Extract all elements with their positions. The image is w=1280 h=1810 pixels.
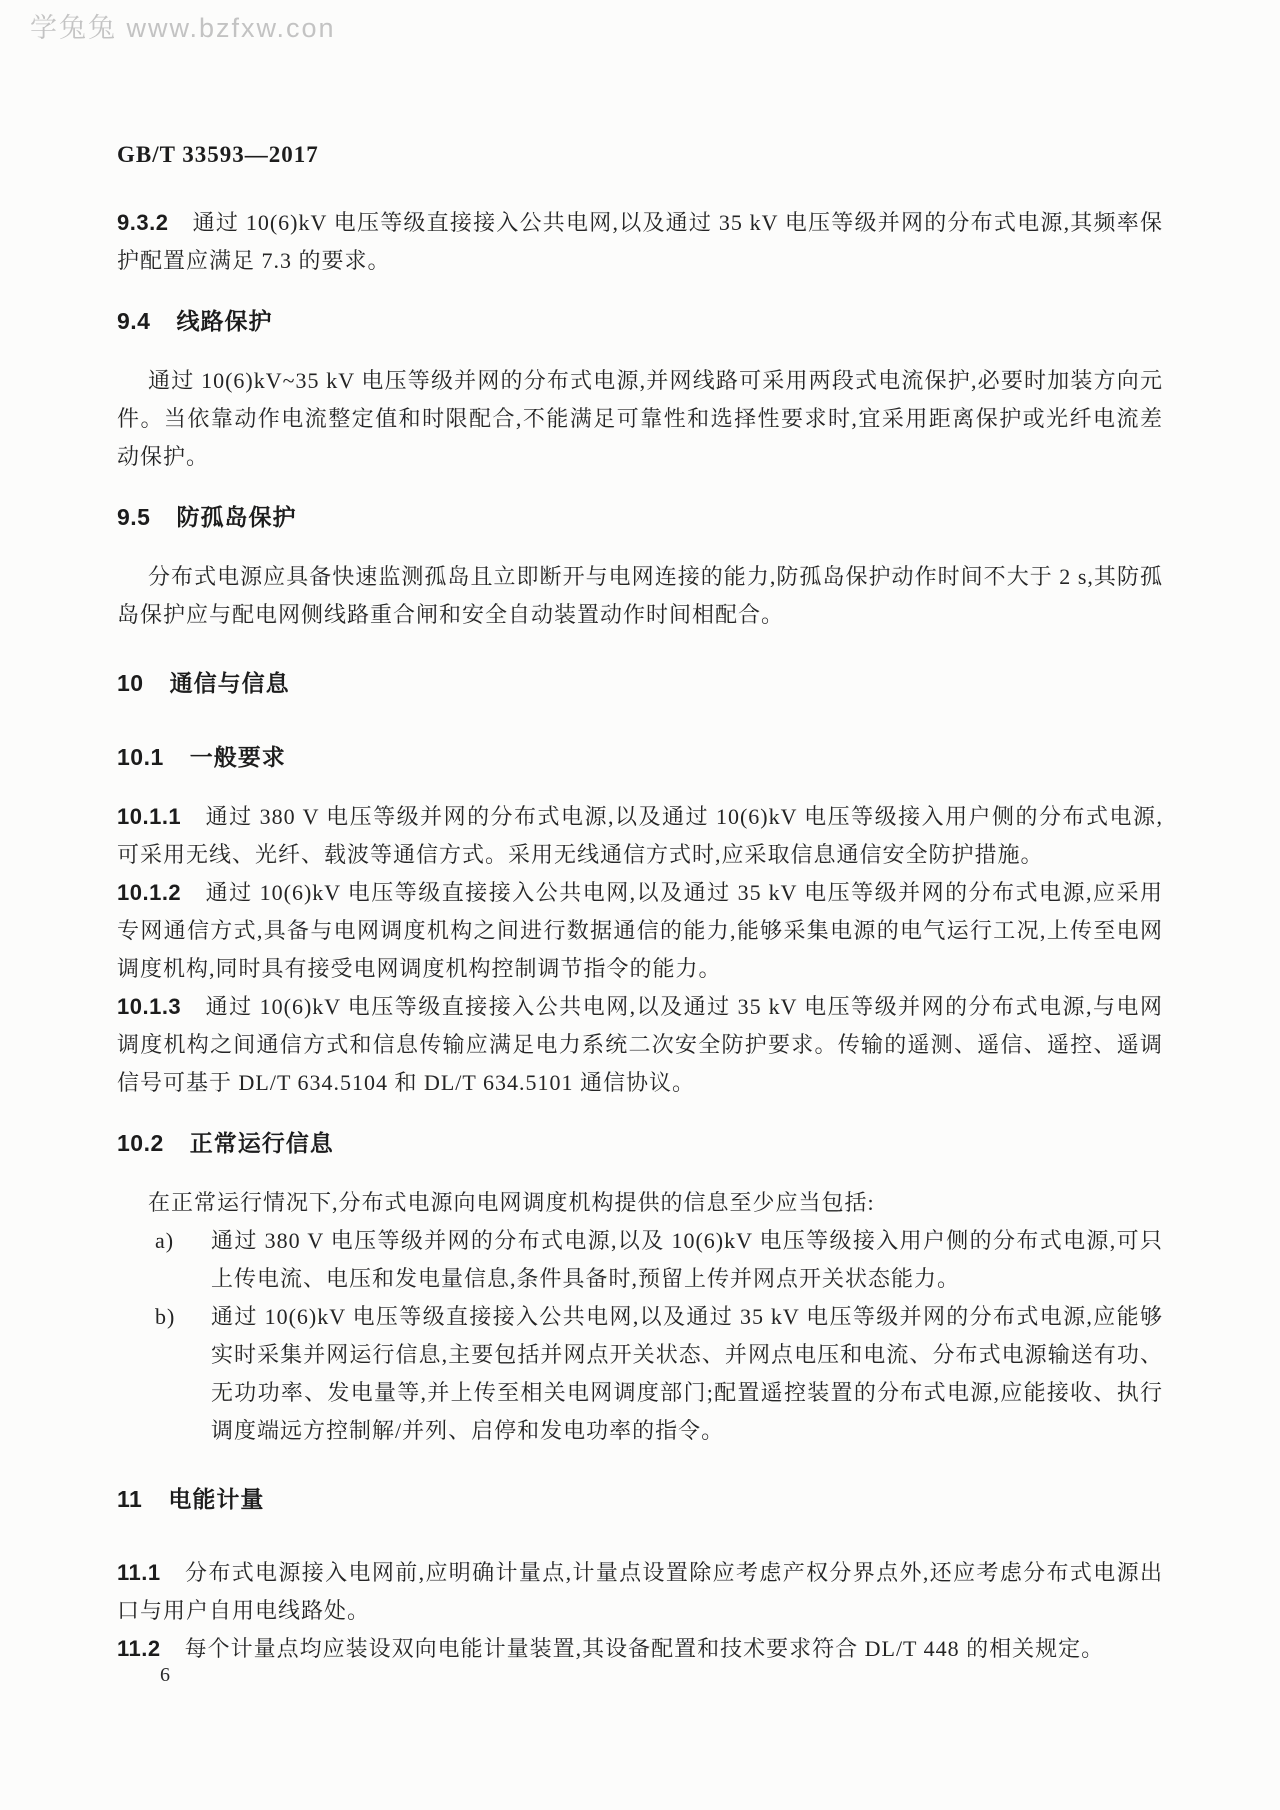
body-paragraph: 在正常运行情况下,分布式电源向电网调度机构提供的信息至少应当包括:: [148, 1190, 875, 1215]
list-item-text: 通过 380 V 电压等级并网的分布式电源,以及 10(6)kV 电压等级接入用户侧的分布式电源,可只上传电流、电压和发电量信息,条件具备时,预留上传并网点开关状态能力。: [211, 1228, 1163, 1291]
clause-paragraph: [117, 1630, 1163, 1668]
clause-text: 通过 10(6)kV 电压等级直接接入公共电网,以及通过 35 kV 电压等级并网的分布式电源,其频率保护配置应满足 7.3 的要求。: [117, 210, 1163, 273]
clause-number: 11.1: [117, 1560, 161, 1585]
section-title: 正常运行信息: [189, 1130, 334, 1156]
chapter-heading: [117, 1480, 1163, 1518]
section-heading: [117, 738, 1163, 776]
chapter-heading: [117, 664, 1163, 702]
watermark-text: 学兔兔 www.bzfxw.con: [30, 13, 336, 43]
chapter-number: 11: [117, 1486, 143, 1512]
section-heading: [117, 1124, 1163, 1162]
clause-number: 11.2: [117, 1636, 161, 1661]
clause-paragraph: [117, 204, 1163, 280]
section-number: 9.4: [117, 308, 151, 334]
clause-number: 9.3.2: [117, 210, 169, 235]
section-title: 一般要求: [189, 744, 286, 770]
section-heading: [117, 302, 1163, 340]
clause-number: 10.1.2: [117, 880, 182, 905]
clause-number: 10.1.1: [117, 804, 182, 829]
clause-text: 通过 380 V 电压等级并网的分布式电源,以及通过 10(6)kV 电压等级接入用户侧的分布式电源,可采用无线、光纤、载波等通信方式。采用无线通信方式时,应采取信息通信安全防护措施。: [117, 804, 1163, 867]
clause-paragraph: [117, 1554, 1163, 1630]
list-marker: b): [155, 1304, 176, 1329]
chapter-number: 10: [117, 670, 144, 696]
body-paragraph: 分布式电源应具备快速监测孤岛且立即断开与电网连接的能力,防孤岛保护动作时间不大于 2 s,其防孤岛保护应与配电网侧线路重合闸和安全自动装置动作时间相配合。: [117, 564, 1163, 627]
section-number: 9.5: [117, 504, 151, 530]
list-item: [117, 1222, 1163, 1298]
page-number: 6: [160, 1664, 170, 1686]
section-title: 防孤岛保护: [176, 504, 297, 530]
clause-number: 10.1.3: [117, 994, 182, 1019]
chapter-title: 通信与信息: [169, 670, 290, 696]
list-marker: a): [155, 1228, 175, 1253]
clause-text: 分布式电源接入电网前,应明确计量点,计量点设置除应考虑产权分界点外,还应考虑分布式电源出口与用户自用电线路处。: [117, 1560, 1163, 1623]
section-number: 10.1: [117, 744, 164, 770]
clause-paragraph: [117, 874, 1163, 988]
section-heading: [117, 498, 1163, 536]
section-number: 10.2: [117, 1130, 164, 1156]
clause-text: 通过 10(6)kV 电压等级直接接入公共电网,以及通过 35 kV 电压等级并网的分布式电源,与电网调度机构之间通信方式和信息传输应满足电力系统二次安全防护要求。传输的遥测、遥信、遥控、遥调信号可基于 DL/T 634.5104 和 DL/T 634.5101 通信协议。: [117, 994, 1163, 1095]
standard-number: GB/T 33593—2017: [117, 142, 319, 167]
chapter-title: 电能计量: [168, 1486, 265, 1512]
section-title: 线路保护: [176, 308, 273, 334]
clause-paragraph: [117, 988, 1163, 1102]
clause-text: 通过 10(6)kV 电压等级直接接入公共电网,以及通过 35 kV 电压等级并网的分布式电源,应采用专网通信方式,具备与电网调度机构之间进行数据通信的能力,能够采集电源的电气运行工况,上传至电网调度机构,同时具有接受电网调度机构控制调节指令的能力。: [117, 880, 1163, 981]
document-content: [117, 204, 1163, 1668]
body-paragraph: 通过 10(6)kV~35 kV 电压等级并网的分布式电源,并网线路可采用两段式电流保护,必要时加装方向元件。当依靠动作电流整定值和时限配合,不能满足可靠性和选择性要求时,宜采用距离保护或光纤电流差动保护。: [117, 368, 1163, 469]
list-item: [117, 1298, 1163, 1450]
list-item-text: 通过 10(6)kV 电压等级直接接入公共电网,以及通过 35 kV 电压等级并网的分布式电源,应能够实时采集并网运行信息,主要包括并网点开关状态、并网点电压和电流、分布式电源输送有功、无功功率、发电量等,并上传至相关电网调度部门;配置遥控装置的分布式电源,应能接收、执行调度端远方控制解/并列、启停和发电功率的指令。: [211, 1304, 1163, 1443]
clause-paragraph: [117, 798, 1163, 874]
clause-text: 每个计量点均应装设双向电能计量装置,其设备配置和技术要求符合 DL/T 448 的相关规定。: [184, 1636, 1105, 1661]
